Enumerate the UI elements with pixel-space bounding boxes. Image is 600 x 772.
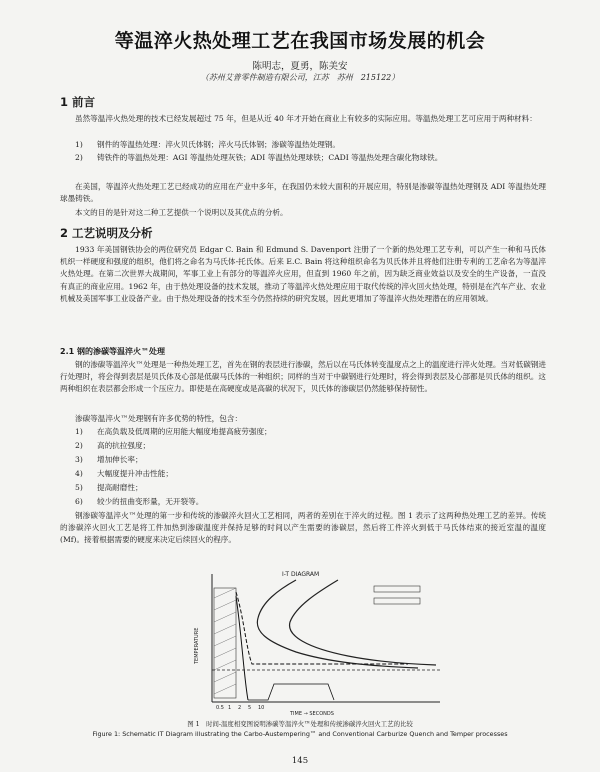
list-text: 在高负载及低周期的应用能大幅度地提高疲劳强度； [97, 427, 272, 436]
list-item [75, 139, 545, 151]
list-item [75, 440, 545, 452]
paragraph: 渗碳等温淬火™处理钢有许多优势的特性，包含： [75, 414, 243, 423]
figure-caption-cn: 图 1 时间-温度相变图说明渗碳等温淬火™处理和传统渗碳淬火回火工艺的比较 [187, 720, 413, 728]
subsection-heading: 2.1 钢的渗碳等温淬火™处理 [60, 347, 165, 356]
paragraph: 本文的目的是针对这二种工艺提供一个说明以及其优点的分析。 [75, 208, 288, 217]
list-number: 2) [75, 153, 83, 162]
article-title: 等温淬火热处理工艺在我国市场发展的机会 [114, 30, 486, 52]
list-number: 3) [75, 455, 83, 464]
list-text: 增加伸长率； [97, 455, 143, 464]
list-item [75, 454, 545, 466]
list-number: 1) [75, 427, 83, 436]
list-text: 铸铁件的等温热处理：AGI 等温热处理灰铁；ADI 等温热处理球铁；CADI 等温热处理含碳化物球铁。 [97, 153, 443, 162]
y-axis-label: TEMPERATURE [194, 627, 200, 664]
paragraph: 1933 年美国钢铁协会的两位研究员 Edgar C. Bain 和 Edmund S. Davenport 注册了一个新的热处理工艺专利，可以产生一种和马氏体机织一样硬度和强度的组织，他们将之命名为马氏体-托氏体。后来 E.C. Bain 将这种组织命名为贝氏体并且将他们注册专利的工艺命名为等温淬火热处理。在第二次世界大战期间，军事工业上有部分的等温淬火应用，但直到 1960 年之前，因为缺乏商业效益以及安全的生产设备，一直没有真正的商业应用。1962 年，由于热处理设备的技术发展，推动了等温淬火热处理应用于取代传统的淬火回火热处理，特别是在汽车产业、农业机械及美国军事工业设备产业。由于热处理设备的技术至今仍然持续的研究发展，因此更增加了等温淬火热处理潜在的应用领域。 [60, 245, 546, 303]
list-item [75, 152, 545, 164]
paragraph: 虽然等温淬火热处理的技术已经发展超过 75 年，但是从近 40 年才开始在商业上有较多的实际应用。等温热处理工艺可应用于两种材料： [75, 114, 537, 123]
paragraph: 在美国，等温淬火热处理工艺已经成功的应用在产业中多年，在我国仍未较大面积的开展应用，特别是渗碳等温热处理钢及 ADI 等温热处理球墨铸铁。 [60, 182, 546, 204]
it-diagram-figure [178, 568, 448, 716]
page-number: 145 [291, 756, 309, 766]
list-item [75, 482, 545, 494]
list-number: 5) [75, 483, 83, 492]
x-tick-label: 10 [258, 705, 265, 711]
section-heading-1: 1 前言 [60, 95, 96, 109]
figure-background [178, 568, 448, 716]
paragraph: 钢的渗碳等温淬火™处理是一种热处理工艺，首先在钢的表层进行渗碳，然后以在马氏体转变温度点之上的温度进行淬火处理。当对低碳钢进行处理时，将会得到表层是贝氏体及心部是低碳马氏体的一种组织；同样的当对于中碳钢进行处理时，将会得到表层及心部都是贝氏体的组织。这两种组织在表层都会形成一个压应力。即使是在高硬度或是高碳的状况下，贝氏体的渗碳层仍然能够保持韧性。 [60, 360, 546, 394]
it-diagram [178, 568, 448, 716]
list-text: 较少的扭曲变形量，无开裂等。 [97, 497, 204, 506]
x-axis-label: TIME → SECONDS [290, 711, 334, 716]
x-tick-label: 1 [228, 705, 232, 711]
list-item [75, 468, 545, 480]
affiliation: （苏州艾普零件制造有限公司，江苏 苏州 215122） [200, 73, 400, 82]
list-number: 2) [75, 441, 83, 450]
x-tick-label: 2 [238, 705, 242, 711]
list-number: 4) [75, 469, 83, 478]
list-number: 6) [75, 497, 83, 506]
x-tick-label: 0.5 [216, 705, 224, 711]
list-text: 大幅度提升冲击性能； [97, 469, 173, 478]
list-text: 高的抗拉强度； [97, 441, 151, 450]
list-text: 提高耐磨性； [97, 483, 143, 492]
figure-caption-en: Figure 1: Schematic IT Diagram illustrating the Carbo-Austempering™ and Conventional Carburize Quench and Temper processes [92, 730, 508, 738]
list-number: 1) [75, 140, 83, 149]
paragraph: 钢渗碳等温淬火™处理的第一步和传统的渗碳淬火回火工艺相同，两者的差别在于淬火的过程。图 1 表示了这两种热处理工艺的差异。传统的渗碳淬火回火工艺是将工件加热到渗碳温度并保持足够的时间以产生需要的渗碳层，然后将工件淬火到低于马氏体结束的接近室温的温度(Mf)。接着根据需要的硬度来决定后续回火的程序。 [60, 511, 546, 545]
diagram-label: I-T DIAGRAM [282, 571, 320, 578]
section-heading-2: 2 工艺说明及分析 [60, 226, 153, 240]
authors: 陈明志，夏勇，陈美安 [252, 61, 348, 72]
list-text: 钢件的等温热处理：淬火贝氏体钢；淬火马氏体钢；渗碳等温热处理钢。 [97, 140, 340, 149]
list-item [75, 426, 545, 438]
x-tick-label: 5 [248, 705, 252, 711]
list-item [75, 496, 545, 508]
